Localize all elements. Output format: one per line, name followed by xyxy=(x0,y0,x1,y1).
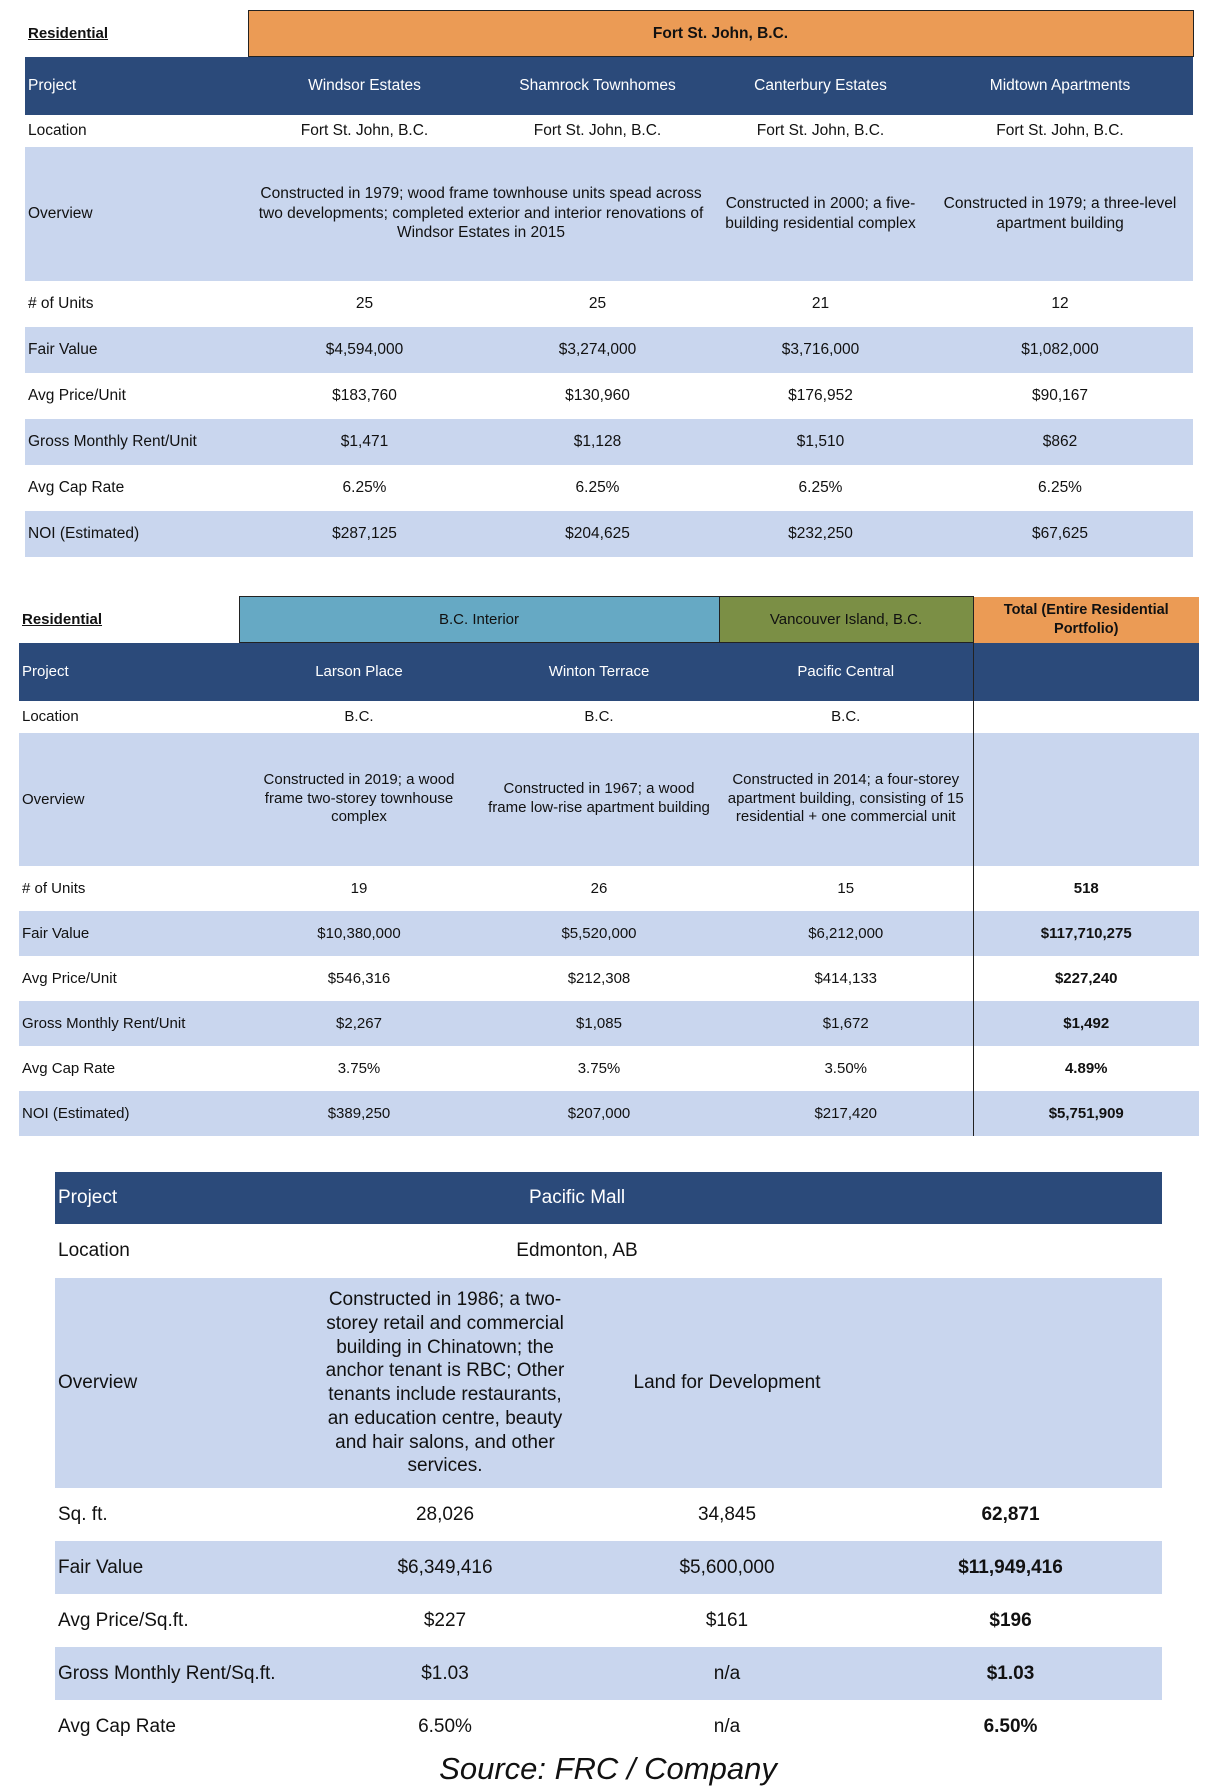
cap-rate-cell: 6.50% xyxy=(295,1700,595,1753)
rent-cell: $1.03 xyxy=(295,1647,595,1700)
cap-rate-cell: n/a xyxy=(595,1700,859,1753)
row-label-cap-rate: Avg Cap Rate xyxy=(25,465,248,511)
total-avg-price: $196 xyxy=(859,1594,1162,1647)
row-label-location: Location xyxy=(55,1224,295,1278)
project-name: Windsor Estates xyxy=(248,57,481,115)
overview-row xyxy=(19,733,1199,866)
overview-cell: Constructed in 1979; wood frame townhouse units spead across two developments; completed exterior and interior renovations of Windsor Estates in 2015 xyxy=(248,147,714,281)
location-cell: B.C. xyxy=(719,701,973,733)
project-header-row xyxy=(55,1172,1162,1224)
fair-value-row xyxy=(19,911,1199,956)
rent-cell: $1,128 xyxy=(481,419,714,465)
total-units: 518 xyxy=(973,866,1199,911)
fair-value-cell: $3,716,000 xyxy=(714,327,927,373)
noi-cell: $204,625 xyxy=(481,511,714,557)
cap-rate-row xyxy=(55,1700,1162,1753)
region-header-vancouver-island: Vancouver Island, B.C. xyxy=(719,597,973,643)
fair-value-cell: $5,600,000 xyxy=(595,1541,859,1594)
total-sqft: 62,871 xyxy=(859,1488,1162,1541)
row-label-cap-rate: Avg Cap Rate xyxy=(19,1046,239,1091)
cap-rate-cell: 6.25% xyxy=(481,465,714,511)
avg-price-cell: $414,133 xyxy=(719,956,973,1001)
location-row xyxy=(25,115,1193,147)
row-label-rent: Gross Monthly Rent/Unit xyxy=(19,1001,239,1046)
row-label-project: Project xyxy=(55,1172,295,1224)
total-cap-rate: 6.50% xyxy=(859,1700,1162,1753)
row-label-location: Location xyxy=(19,701,239,733)
units-cell: 19 xyxy=(239,866,479,911)
rent-cell: $2,267 xyxy=(239,1001,479,1046)
project-header-row xyxy=(25,57,1193,115)
overview-cell: Constructed in 1986; a two-storey retail and commercial building in Chinatown; the anchor tenant is RBC; Other tenants include restaurants, an education centre, beauty and hair salons, and other services. xyxy=(295,1278,595,1488)
total-avg-price: $227,240 xyxy=(973,956,1199,1001)
fair-value-row xyxy=(55,1541,1162,1594)
row-label-units: # of Units xyxy=(25,281,248,327)
row-label-overview: Overview xyxy=(25,147,248,281)
fair-value-cell: $6,349,416 xyxy=(295,1541,595,1594)
total-noi: $5,751,909 xyxy=(973,1091,1199,1136)
fair-value-row xyxy=(25,327,1193,373)
total-cap-rate: 4.89% xyxy=(973,1046,1199,1091)
overview-cell: Land for Development xyxy=(595,1278,859,1488)
noi-cell: $287,125 xyxy=(248,511,481,557)
row-label-fair-value: Fair Value xyxy=(55,1541,295,1594)
section-label: Residential xyxy=(22,611,103,628)
rent-cell: $1,510 xyxy=(714,419,927,465)
units-cell: 25 xyxy=(481,281,714,327)
project-name: Pacific Central xyxy=(719,643,973,701)
avg-price-cell: $176,952 xyxy=(714,373,927,419)
units-cell: 26 xyxy=(479,866,719,911)
cap-rate-cell: 6.25% xyxy=(248,465,481,511)
fair-value-cell: $1,082,000 xyxy=(927,327,1193,373)
rent-cell: $1,085 xyxy=(479,1001,719,1046)
location-cell: Fort St. John, B.C. xyxy=(927,115,1193,147)
row-label-noi: NOI (Estimated) xyxy=(25,511,248,557)
noi-row xyxy=(25,511,1193,557)
rent-row xyxy=(19,1001,1199,1046)
total-fair-value: $11,949,416 xyxy=(859,1541,1162,1594)
pacific-mall-table xyxy=(55,1172,1162,1753)
noi-row xyxy=(19,1091,1199,1136)
region-header-fort-st-john: Fort St. John, B.C. xyxy=(248,11,1193,57)
avg-price-cell: $161 xyxy=(595,1594,859,1647)
row-label-fair-value: Fair Value xyxy=(19,911,239,956)
total-rent: $1,492 xyxy=(973,1001,1199,1046)
row-label-rent: Gross Monthly Rent/Unit xyxy=(25,419,248,465)
fair-value-cell: $6,212,000 xyxy=(719,911,973,956)
cap-rate-cell: 3.50% xyxy=(719,1046,973,1091)
project-header-row xyxy=(19,643,1199,701)
fair-value-cell: $5,520,000 xyxy=(479,911,719,956)
location-cell: Edmonton, AB xyxy=(295,1224,859,1278)
row-label-avg-price: Avg Price/Sq.ft. xyxy=(55,1594,295,1647)
location-cell: Fort St. John, B.C. xyxy=(481,115,714,147)
project-name: Larson Place xyxy=(239,643,479,701)
units-cell: 15 xyxy=(719,866,973,911)
total-fair-value: $117,710,275 xyxy=(973,911,1199,956)
cap-rate-cell: 3.75% xyxy=(479,1046,719,1091)
row-label-units: # of Units xyxy=(19,866,239,911)
rent-cell: n/a xyxy=(595,1647,859,1700)
units-cell: 12 xyxy=(927,281,1193,327)
location-row xyxy=(55,1224,1162,1278)
avg-price-cell: $227 xyxy=(295,1594,595,1647)
row-label-project: Project xyxy=(19,643,239,701)
region-header-bc-interior: B.C. Interior xyxy=(239,597,719,643)
cap-rate-cell: 6.25% xyxy=(714,465,927,511)
source-caption: Source: FRC / Company xyxy=(439,1751,777,1786)
bc-interior-island-table xyxy=(19,596,1199,1136)
row-label-location: Location xyxy=(25,115,248,147)
noi-cell: $232,250 xyxy=(714,511,927,557)
row-label-overview: Overview xyxy=(55,1278,295,1488)
total-portfolio-header: Total (Entire Residential Portfolio) xyxy=(973,597,1199,643)
noi-cell: $207,000 xyxy=(479,1091,719,1136)
sqft-cell: 34,845 xyxy=(595,1488,859,1541)
project-name: Shamrock Townhomes xyxy=(481,57,714,115)
cap-rate-cell: 6.25% xyxy=(927,465,1193,511)
project-name: Winton Terrace xyxy=(479,643,719,701)
fair-value-cell: $3,274,000 xyxy=(481,327,714,373)
location-cell: Fort St. John, B.C. xyxy=(714,115,927,147)
location-row xyxy=(19,701,1199,733)
avg-price-row xyxy=(19,956,1199,1001)
avg-price-cell: $130,960 xyxy=(481,373,714,419)
avg-price-row xyxy=(55,1594,1162,1647)
sqft-cell: 28,026 xyxy=(295,1488,595,1541)
overview-cell: Constructed in 2000; a five-building residential complex xyxy=(714,147,927,281)
avg-price-cell: $212,308 xyxy=(479,956,719,1001)
noi-cell: $389,250 xyxy=(239,1091,479,1136)
rent-row xyxy=(55,1647,1162,1700)
location-cell: Fort St. John, B.C. xyxy=(248,115,481,147)
noi-cell: $67,625 xyxy=(927,511,1193,557)
sqft-row xyxy=(55,1488,1162,1541)
row-label-noi: NOI (Estimated) xyxy=(19,1091,239,1136)
total-header-blank xyxy=(973,643,1199,701)
row-label-fair-value: Fair Value xyxy=(25,327,248,373)
cap-rate-row xyxy=(25,465,1193,511)
overview-cell: Constructed in 1979; a three-level apartment building xyxy=(927,147,1193,281)
project-name: Pacific Mall xyxy=(295,1172,859,1224)
rent-row xyxy=(25,419,1193,465)
rent-cell: $1,471 xyxy=(248,419,481,465)
overview-row xyxy=(55,1278,1162,1488)
rent-cell: $1,672 xyxy=(719,1001,973,1046)
project-name: Midtown Apartments xyxy=(927,57,1193,115)
avg-price-row xyxy=(25,373,1193,419)
row-label-overview: Overview xyxy=(19,733,239,866)
row-label-project: Project xyxy=(25,57,248,115)
row-label-rent: Gross Monthly Rent/Sq.ft. xyxy=(55,1647,295,1700)
row-label-sqft: Sq. ft. xyxy=(55,1488,295,1541)
units-row xyxy=(25,281,1193,327)
avg-price-cell: $90,167 xyxy=(927,373,1193,419)
units-cell: 25 xyxy=(248,281,481,327)
section-label: Residential xyxy=(28,24,109,42)
rent-cell: $862 xyxy=(927,419,1193,465)
avg-price-cell: $546,316 xyxy=(239,956,479,1001)
units-cell: 21 xyxy=(714,281,927,327)
cap-rate-cell: 3.75% xyxy=(239,1046,479,1091)
fair-value-cell: $10,380,000 xyxy=(239,911,479,956)
noi-cell: $217,420 xyxy=(719,1091,973,1136)
avg-price-cell: $183,760 xyxy=(248,373,481,419)
total-rent: $1.03 xyxy=(859,1647,1162,1700)
row-label-avg-price: Avg Price/Unit xyxy=(25,373,248,419)
overview-cell: Constructed in 2019; a wood frame two-storey townhouse complex xyxy=(239,733,479,866)
fort-st-john-table xyxy=(25,10,1194,557)
project-name: Canterbury Estates xyxy=(714,57,927,115)
row-label-cap-rate: Avg Cap Rate xyxy=(55,1700,295,1753)
units-row xyxy=(19,866,1199,911)
cap-rate-row xyxy=(19,1046,1199,1091)
row-label-avg-price: Avg Price/Unit xyxy=(19,956,239,1001)
fair-value-cell: $4,594,000 xyxy=(248,327,481,373)
location-cell: B.C. xyxy=(239,701,479,733)
location-cell: B.C. xyxy=(479,701,719,733)
overview-cell: Constructed in 1967; a wood frame low-rise apartment building xyxy=(479,733,719,866)
overview-cell: Constructed in 2014; a four-storey apartment building, consisting of 15 residential + one commercial unit xyxy=(719,733,973,866)
overview-row xyxy=(25,147,1193,281)
